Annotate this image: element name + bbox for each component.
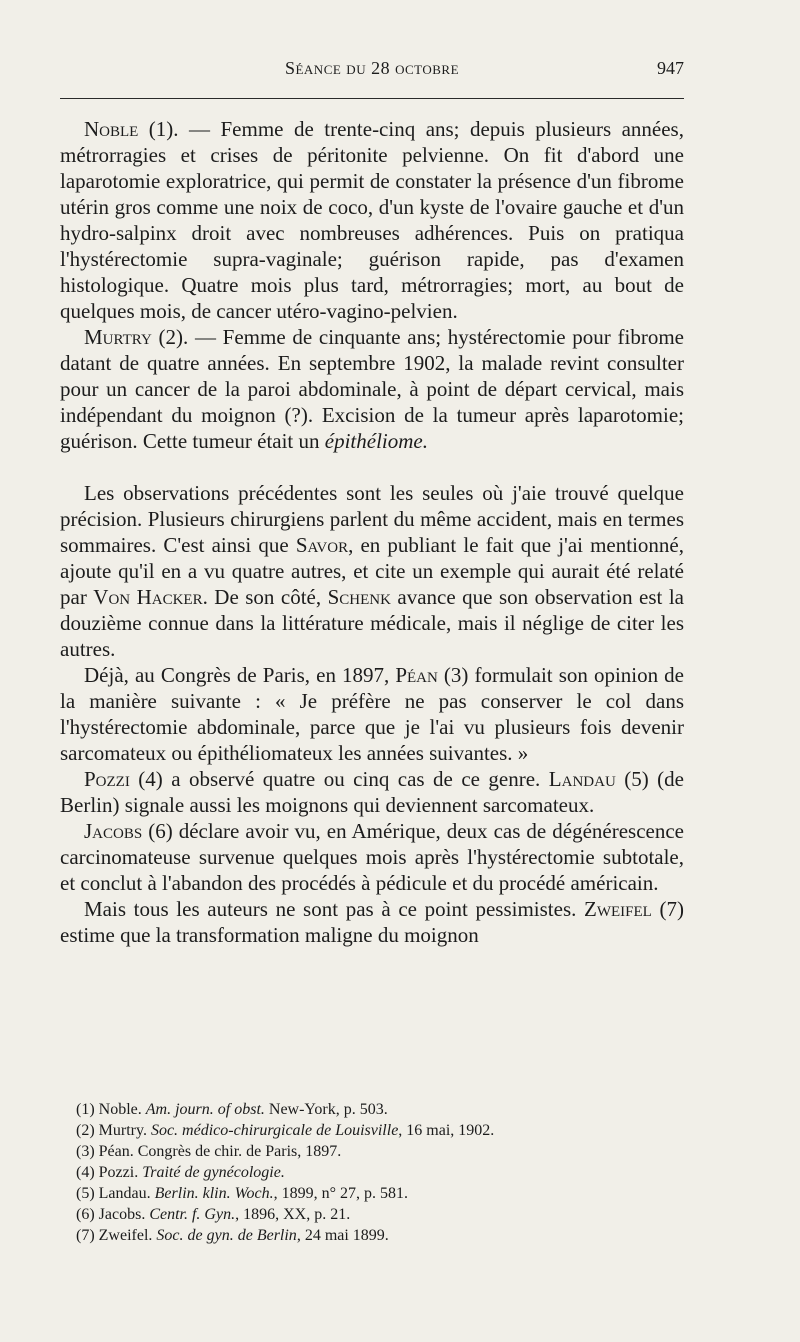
paragraph-text: avance que son observation est la douzième connue dans la littérature médicale, mais il néglige de citer les autres. xyxy=(60,585,684,661)
footnote xyxy=(60,1183,684,1204)
paragraph-text: (6) déclare avoir vu, en Amérique, deux cas de dégénérescence carcinomateuse survenue quelques mois après l'hystérectomie subtotale, et conclut à l'abandon des procédés à pédicule et du procédé américain. xyxy=(60,819,684,895)
paragraph-jacobs xyxy=(60,818,684,896)
running-header xyxy=(60,58,684,88)
body-text xyxy=(60,116,684,948)
footnote-text: (7) Zweifel. xyxy=(76,1227,157,1244)
footnote-italic: Berlin. klin. Woch. xyxy=(154,1185,274,1202)
paragraph-noble xyxy=(60,116,684,324)
footnote xyxy=(60,1099,684,1120)
paragraph-murtry xyxy=(60,324,684,454)
running-title: Séance du 28 octobre xyxy=(284,58,460,78)
footnotes xyxy=(60,1099,684,1246)
footnote xyxy=(60,1204,684,1225)
paragraph-observations xyxy=(60,480,684,662)
footnote-text: (3) Péan. Congrès de chir. de Paris, 1897. xyxy=(76,1143,342,1160)
author-name: Pozzi xyxy=(84,767,130,791)
footnote xyxy=(60,1141,684,1162)
paragraph-text: (4) a observé quatre ou cinq cas de ce genre. xyxy=(129,767,549,791)
paragraph-text: . De son côté, xyxy=(202,585,328,609)
paragraph-text: (7) estime que la transformation maligne du moignon xyxy=(60,897,684,947)
paragraph-text: — Femme de trente-cinq ans; depuis plusieurs années, métrorragies et crises de péritonite pelvienne. On fit d'abord une laparotomie exploratrice, qui permit de constater la présence d'un fibrome utérin gros comme une noix de coco, d'un kyste de l'ovaire gauche et d'un hydro-salpinx droit avec nombreuses adhérences. Puis on pratiqua l'hystérectomie supra-vaginale; guérison rapide, pas d'examen histologique. Quatre mois plus tard, métrorragies; mort, au bout de quelques mois, de cancer utéro-vagino-pelvien. xyxy=(60,117,684,323)
paragraph-pean xyxy=(60,662,684,766)
paragraph-zweifel xyxy=(60,896,684,948)
author-name: Noble (1). xyxy=(84,117,179,141)
page-number: 947 xyxy=(657,58,684,78)
author-name: Péan xyxy=(395,663,438,687)
author-name: Murtry (2). xyxy=(84,325,189,349)
footnote-text: (4) Pozzi. xyxy=(76,1164,143,1181)
footnote xyxy=(60,1120,684,1141)
footnote-text: (5) Landau. xyxy=(76,1185,155,1202)
footnote-italic: Soc. de gyn. de Berlin xyxy=(156,1227,297,1244)
paragraph-text: Déjà, au Congrès de Paris, en 1897, xyxy=(84,663,396,687)
paragraph-text: (5) (de Berlin) signale aussi les moignons qui deviennent sarcomateux. xyxy=(60,767,684,817)
author-name: Zweifel xyxy=(584,897,652,921)
footnote-italic: Soc. médico-chirurgicale de Louisville xyxy=(150,1122,399,1139)
paragraph-text: Mais tous les auteurs ne sont pas à ce point pessimistes. xyxy=(84,897,585,921)
footnote-text: (2) Murtry. xyxy=(76,1122,151,1139)
paragraph-text: (3) formulait son opinion de la manière suivante : « Je préfère ne pas conserver le col dans l'hystérectomie abdominale, parce que je l'ai vu plusieurs fois devenir sarcomateux ou épithéliomateux les années suivantes. » xyxy=(60,663,684,765)
paragraph-text: Les observations précédentes sont les seules où j'aie trouvé quelque précision. Plusieurs chirurgiens parlent du même accident, mais en termes sommaires. C'est ainsi que xyxy=(60,481,684,557)
footnote-text: (1) Noble. xyxy=(76,1101,146,1118)
author-name: Landau xyxy=(548,767,616,791)
footnote-text: (6) Jacobs. xyxy=(76,1206,150,1223)
author-name: Von Hacker xyxy=(93,585,203,609)
footnote-text: New-York, p. 503. xyxy=(264,1101,388,1118)
author-name: Savor xyxy=(295,533,349,557)
italic-term: épithéliome. xyxy=(324,429,428,453)
author-name: Jacobs xyxy=(84,819,143,843)
footnote-text: , 1896, XX, p. 21. xyxy=(235,1206,351,1223)
footnote-text: , 1899, n° 27, p. 581. xyxy=(273,1185,408,1202)
paragraph-text: — Femme de cinquante ans; hystérectomie pour fibrome datant de quatre années. En septembre 1902, la malade revint consulter pour un cancer de la paroi abdominale, à point de départ cervical, mais indépendant du moignon (?). Excision de la tumeur après laparotomie; guérison. Cette tumeur était un xyxy=(60,325,684,453)
paragraph-pozzi xyxy=(60,766,684,818)
header-rule xyxy=(60,98,684,99)
footnote-italic: Am. journ. of obst. xyxy=(145,1101,265,1118)
author-name: Schenk xyxy=(327,585,391,609)
footnote xyxy=(60,1162,684,1183)
footnote-text: , 24 mai 1899. xyxy=(296,1227,389,1244)
paragraph-text: , en publiant le fait que j'ai mentionné, ajoute qu'il en a vu quatre autres, et cite un exemple qui aurait été relaté par xyxy=(60,533,684,609)
footnote xyxy=(60,1225,684,1246)
footnote-text: , 16 mai, 1902. xyxy=(398,1122,495,1139)
footnote-italic: Traité de gynécologie. xyxy=(142,1164,285,1181)
footnote-italic: Centr. f. Gyn. xyxy=(149,1206,236,1223)
